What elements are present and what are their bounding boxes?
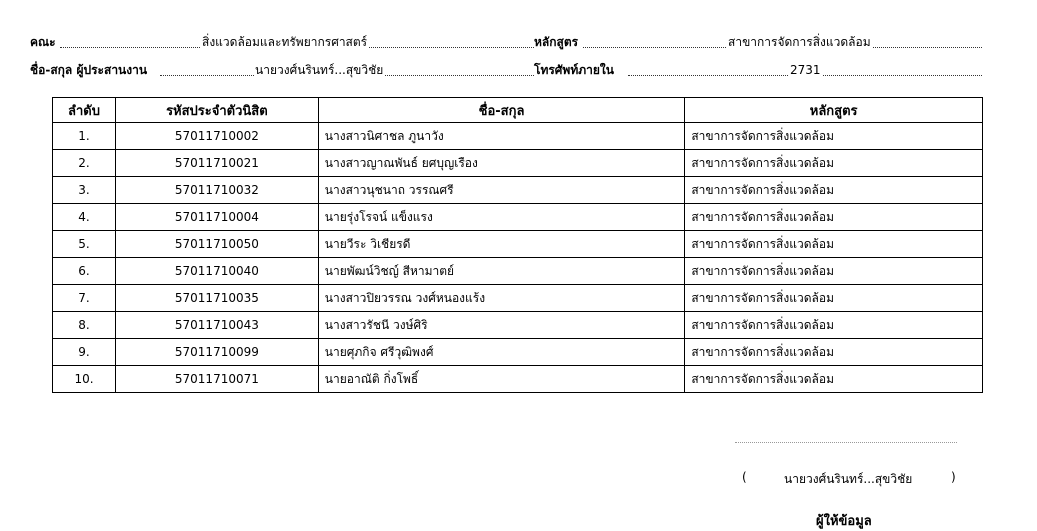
row-program: สาขาการจัดการสิ่งแวดล้อม xyxy=(685,339,983,366)
program-label: หลักสูตร xyxy=(534,35,579,49)
row-student-id: 57011710002 xyxy=(115,123,318,150)
row-program: สาขาการจัดการสิ่งแวดล้อม xyxy=(685,204,983,231)
row-name: นางสาวปิยวรรณ วงศ์หนองแร้ง xyxy=(318,285,685,312)
table-row xyxy=(53,339,983,366)
table-row xyxy=(53,285,983,312)
row-student-id: 57011710040 xyxy=(115,258,318,285)
signature-open-paren: ( xyxy=(742,470,747,484)
row-student-id: 57011710021 xyxy=(115,150,318,177)
row-name: นายอาณัติ กิ่งโพธิ์ xyxy=(318,366,685,393)
row-name: นางสาวนุชนาถ วรรณศรี xyxy=(318,177,685,204)
phone-label: โทรศัพท์ภายใน xyxy=(534,63,614,77)
coordinator-value: นายวงศ์นรินทร์...สุขวิชัย xyxy=(255,63,384,77)
row-program: สาขาการจัดการสิ่งแวดล้อม xyxy=(685,366,983,393)
row-student-id: 57011710071 xyxy=(115,366,318,393)
row-program: สาขาการจัดการสิ่งแวดล้อม xyxy=(685,123,983,150)
row-name: นางสาวนิศาชล ภูนาวัง xyxy=(318,123,685,150)
row-number: 1. xyxy=(53,123,116,150)
student-table xyxy=(52,97,983,393)
table-row xyxy=(53,312,983,339)
signature-role: ผู้ให้ข้อมูล xyxy=(816,514,872,529)
signature-line xyxy=(735,441,957,443)
column-header-program: หลักสูตร xyxy=(685,98,983,123)
row-student-id: 57011710035 xyxy=(115,285,318,312)
row-program: สาขาการจัดการสิ่งแวดล้อม xyxy=(685,231,983,258)
table-row xyxy=(53,231,983,258)
table-row xyxy=(53,204,983,231)
column-header-student-id: รหัสประจำตัวนิสิต xyxy=(115,98,318,123)
row-name: นายวีระ วิเชียรดี xyxy=(318,231,685,258)
row-student-id: 57011710050 xyxy=(115,231,318,258)
row-student-id: 57011710099 xyxy=(115,339,318,366)
row-student-id: 57011710043 xyxy=(115,312,318,339)
row-number: 4. xyxy=(53,204,116,231)
row-program: สาขาการจัดการสิ่งแวดล้อม xyxy=(685,258,983,285)
phone-value: 2731 xyxy=(790,63,821,77)
program-value: สาขาการจัดการสิ่งแวดล้อม xyxy=(728,35,871,49)
table-row xyxy=(53,177,983,204)
row-program: สาขาการจัดการสิ่งแวดล้อม xyxy=(685,150,983,177)
table-header-row xyxy=(53,98,983,123)
column-header-name: ชื่อ-สกุล xyxy=(318,98,685,123)
row-number: 8. xyxy=(53,312,116,339)
row-number: 2. xyxy=(53,150,116,177)
table-row xyxy=(53,258,983,285)
row-student-id: 57011710032 xyxy=(115,177,318,204)
table-row xyxy=(53,123,983,150)
table-row xyxy=(53,366,983,393)
row-number: 3. xyxy=(53,177,116,204)
faculty-value: สิ่งแวดล้อมและทรัพยากรศาสตร์ xyxy=(202,35,368,49)
row-number: 9. xyxy=(53,339,116,366)
row-name: นางสาวรัชนี วงษ์ศิริ xyxy=(318,312,685,339)
row-name: นายรุ่งโรจน์ แข็งแรง xyxy=(318,204,685,231)
column-header-order: ลำดับ xyxy=(53,98,116,123)
signature-close-paren: ) xyxy=(951,470,956,484)
row-program: สาขาการจัดการสิ่งแวดล้อม xyxy=(685,312,983,339)
row-program: สาขาการจัดการสิ่งแวดล้อม xyxy=(685,177,983,204)
row-student-id: 57011710004 xyxy=(115,204,318,231)
row-program: สาขาการจัดการสิ่งแวดล้อม xyxy=(685,285,983,312)
row-number: 10. xyxy=(53,366,116,393)
row-name: นายศุภกิจ ศรีวุฒิพงศ์ xyxy=(318,339,685,366)
row-name: นายพัฒน์วิชญ์ สีหามาตย์ xyxy=(318,258,685,285)
signature-name: นายวงศ์นรินทร์...สุขวิชัย xyxy=(784,472,913,486)
row-number: 6. xyxy=(53,258,116,285)
coordinator-label: ชื่อ-สกุล ผู้ประสานงาน xyxy=(30,63,148,77)
row-name: นางสาวญาณพันธ์ ยศบุญเรือง xyxy=(318,150,685,177)
row-number: 5. xyxy=(53,231,116,258)
faculty-label: คณะ xyxy=(30,35,56,49)
table-row xyxy=(53,150,983,177)
row-number: 7. xyxy=(53,285,116,312)
